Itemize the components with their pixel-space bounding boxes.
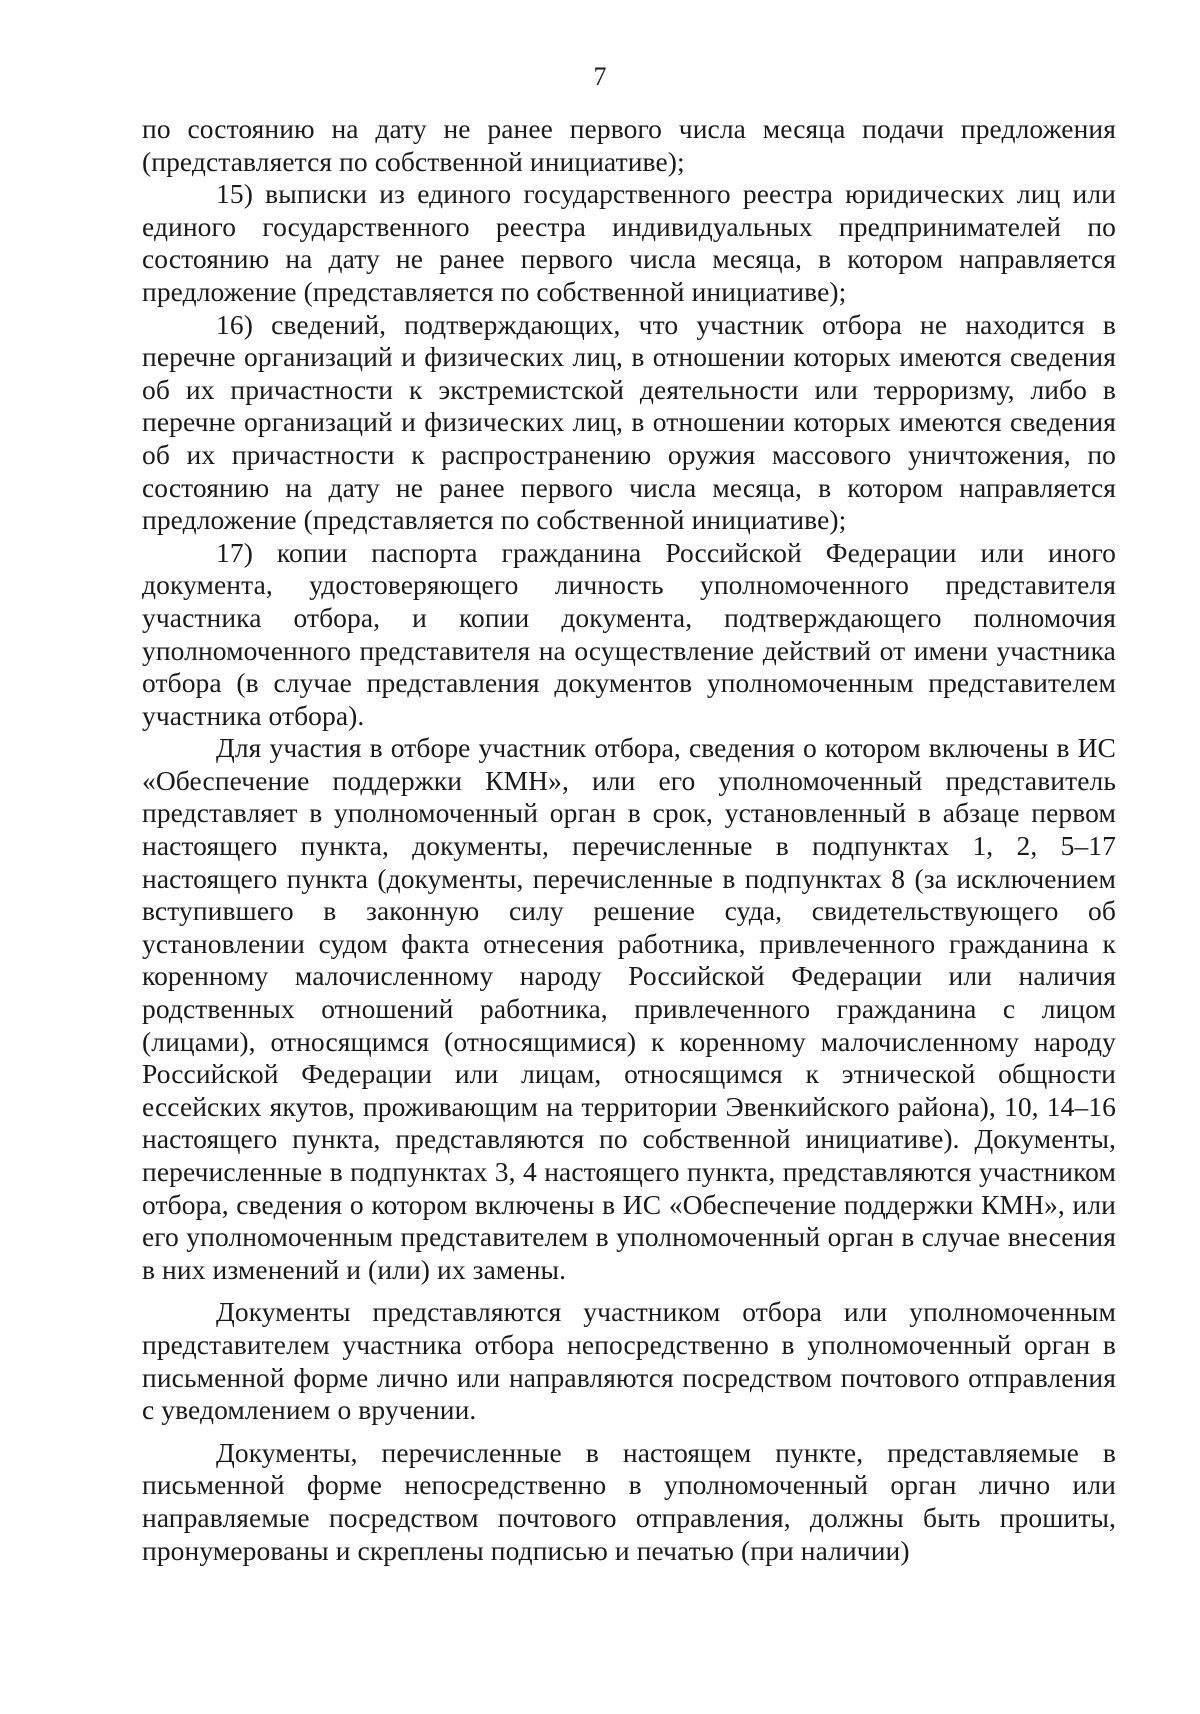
paragraph-continuation: по состоянию на дату не ранее первого числа месяца подачи предложения (представляется по собственной инициативе); (142, 113, 1116, 177)
paragraph-submission: Документы представляются участником отбора или уполномоченным представителем участника отбора непосредственно в уполномоченный орган в письменной форме лично или направляются посредством почтового отправления с уведомлением о вручении. (142, 1296, 1116, 1426)
paragraph-participation: Для участия в отборе участник отбора, сведения о котором включены в ИС «Обеспечение поддержки КМН», или его уполномоченный представитель представляет в уполномоченный орган в срок, установленный в абзаце первом настоящего пункта, документы, перечисленные в подпунктах 1, 2, 5–17 настоящего пункта (документы, перечисленные в подпунктах 8 (за исключением вступившего в законную силу решение суда, свидетельствующего об установлении судом факта отнесения работника, привлеченного гражданина к коренному малочисленному народу Российской Федерации или наличия родственных отношений работника, привлеченного гражданина с лицом (лицами), относящимся (относящимися) к коренному малочисленному народу Российской Федерации или лицам, относящимся к этнической общности ессейских якутов, проживающим на территории Эвенкийского района), 10, 14–16 настоящего пункта, представляются по собственной инициативе). Документы, перечисленные в подпунктах 3, 4 настоящего пункта, представляются участником отбора, сведения о котором включены в ИС «Обеспечение поддержки КМН», или его уполномоченным представителем в уполномоченный орган в случае внесения в них изменений и (или) их замены. (142, 732, 1116, 1285)
paragraph-item-17: 17) копии паспорта гражданина Российской Федерации или иного документа, удостоверяющего личность уполномоченного представителя участника отбора, и копии документа, подтверждающего полномочия уполномоченного представителя на осуществление действий от имени участника отбора (в случае представления документов уполномоченным представителем участника отбора). (142, 536, 1116, 731)
paragraph-requirements: Документы, перечисленные в настоящем пункте, представляемые в письменной форме непосредственно в уполномоченный орган лично или направляемые посредством почтового отправления, должны быть прошиты, пронумерованы и скреплены подписью и печатью (при наличии) (142, 1436, 1116, 1566)
page-number: 7 (593, 62, 607, 91)
paragraph-item-15: 15) выписки из единого государственного реестра юридических лиц или единого государственного реестра индивидуальных предпринимателей по состоянию на дату не ранее первого числа месяца, в котором направляется предложение (представляется по собственной инициативе); (142, 178, 1116, 307)
paragraph-item-16: 16) сведений, подтверждающих, что участник отбора не находится в перечне организаций и физических лиц, в отношении которых имеются сведения об их причастности к экстремистской деятельности или терроризму, либо в перечне организаций и физических лиц, в отношении которых имеются сведения об их причастности к распространению оружия массового уничтожения, по состоянию на дату не ранее первого числа месяца, в котором направляется предложение (представляется по собственной инициативе); (142, 308, 1116, 536)
document-body (142, 113, 1116, 1567)
